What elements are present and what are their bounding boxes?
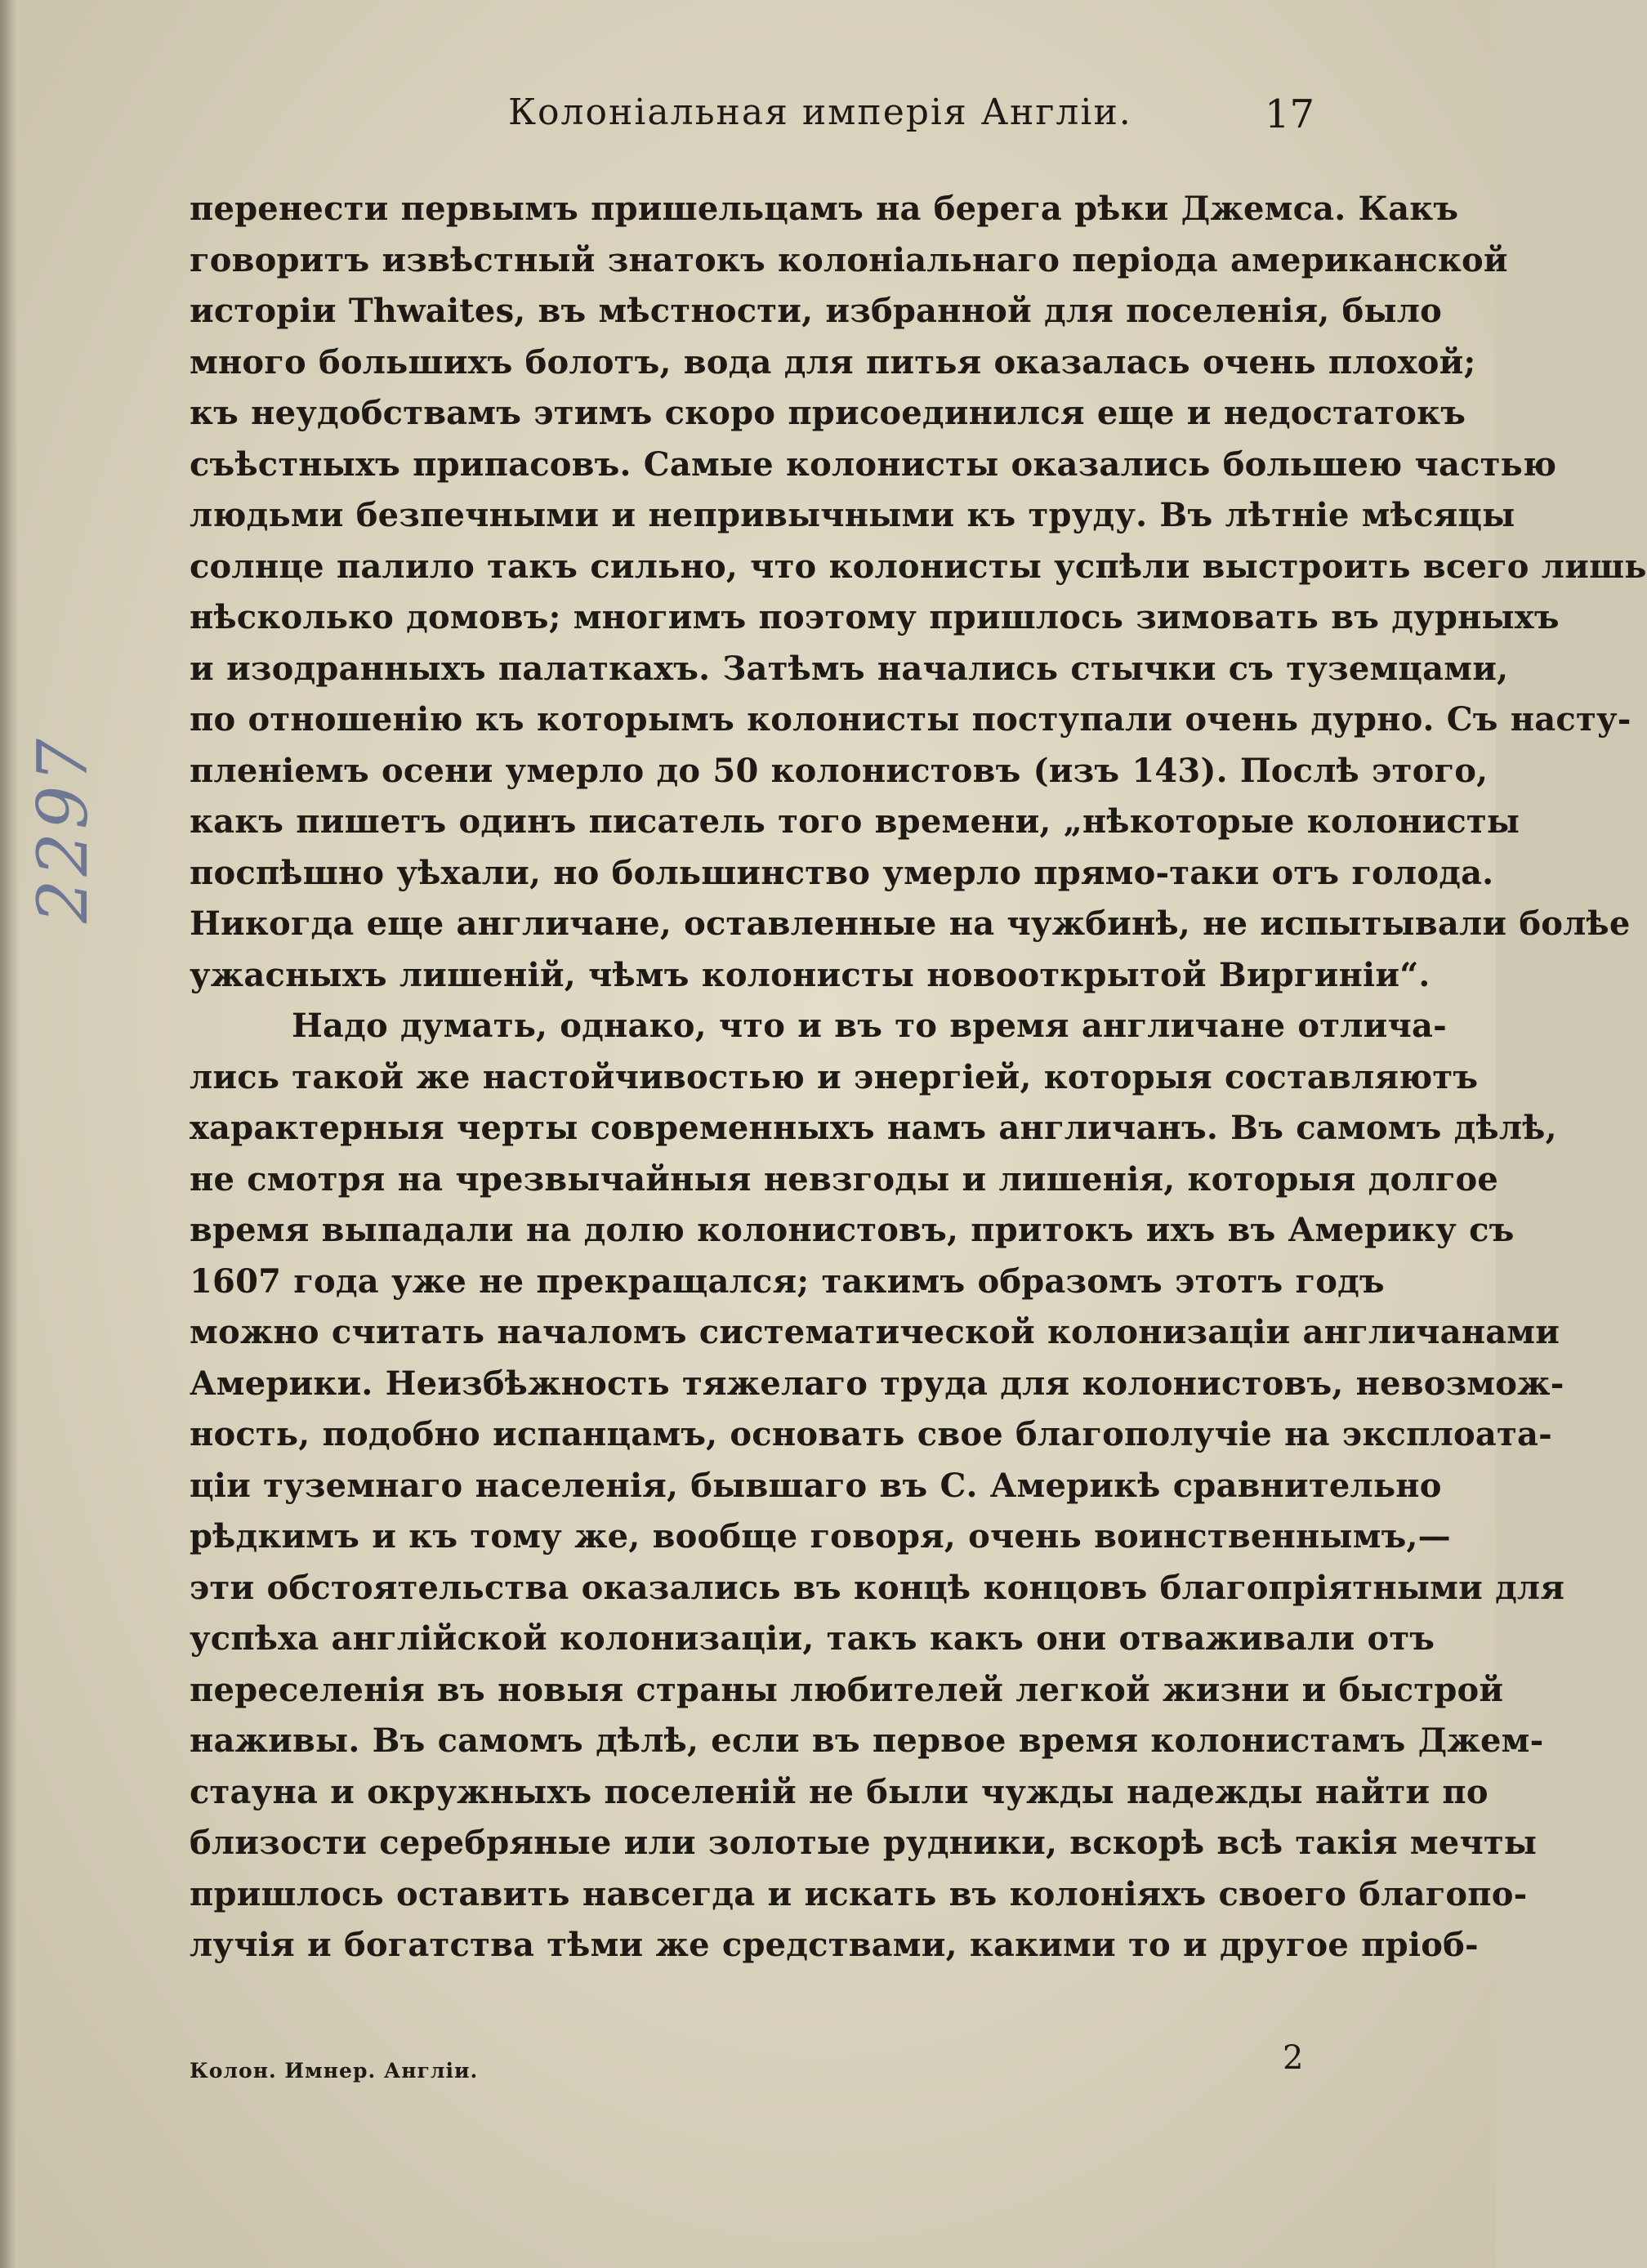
text-line: людьми безпечными и непривычными къ труду. Въ лѣтніе мѣсяцы xyxy=(190,496,1515,534)
text-line: рѣдкимъ и къ тому же, вообще говоря, очень воинственнымъ,— xyxy=(190,1517,1451,1556)
text-line: нѣсколько домовъ; многимъ поэтому пришлось зимовать въ дурныхъ xyxy=(190,598,1560,636)
body-text xyxy=(190,184,1647,1971)
text-line: время выпадали на долю колонистовъ, притокъ ихъ въ Америку съ xyxy=(190,1211,1515,1249)
text-line: близости серебряные или золотые рудники, вскорѣ всѣ такія мечты xyxy=(190,1824,1538,1862)
text-line: ность, подобно испанцамъ, основать свое благополучіе на эксплоата- xyxy=(190,1415,1552,1453)
text-line: по отношенію къ которымъ колонисты поступали очень дурно. Съ насту- xyxy=(190,700,1631,739)
text-line: Америки. Неизбѣжность тяжелаго труда для колонистовъ, невозмож- xyxy=(190,1364,1564,1403)
text-line: къ неудобствамъ этимъ скоро присоединился еще и недостатокъ xyxy=(190,394,1466,432)
text-line: лучія и богатства тѣми же средствами, какими то и другое пріоб- xyxy=(190,1926,1479,1964)
text-line: Надо думать, однако, что и въ то время англичане отлича- xyxy=(292,1007,1447,1045)
text-line: ціи туземнаго населенія, бывшаго въ С. Америкѣ сравнительно xyxy=(190,1466,1442,1505)
text-line: говоритъ извѣстный знатокъ колоніальнаго періода американской xyxy=(190,240,1508,279)
running-title: Колоніальная имперія Англіи. xyxy=(508,92,1132,133)
signature-number: 2 xyxy=(1283,2039,1304,2077)
text-line: эти обстоятельства оказались въ концѣ концовъ благопріятными для xyxy=(190,1568,1565,1607)
text-line: исторіи Thwaites, въ мѣстности, избранной для поселенія, было xyxy=(190,292,1443,330)
text-line: наживы. Въ самомъ дѣлѣ, если въ первое время колонистамъ Джем- xyxy=(190,1721,1544,1760)
text-line: Никогда еще англичане, оставленные на чужбинѣ, не испытывали болѣе xyxy=(190,904,1631,943)
text-line: какъ пишетъ одинъ писатель того времени, „нѣкоторые колонисты xyxy=(190,802,1520,841)
handwritten-margin-note: 2297 xyxy=(23,735,103,923)
text-line: не смотря на чрезвычайныя невзгоды и лишенія, которыя долгое xyxy=(190,1159,1499,1199)
running-header xyxy=(0,92,1496,141)
text-line: перенести первымъ пришельцамъ на берега рѣки Джемса. Какъ xyxy=(190,190,1459,228)
text-line: пришлось оставить навсегда и искать въ колоніяхъ своего благопо- xyxy=(190,1874,1528,1913)
signature-line: Колон. Имнер. Англіи. xyxy=(190,2059,479,2083)
text-line: можно считать началомъ систематической колонизаціи англичанами xyxy=(190,1313,1560,1351)
text-line: солнце палило такъ сильно, что колонисты успѣли выстроить всего лишь xyxy=(190,547,1647,586)
text-line: 1607 года уже не прекращался; такимъ образомъ этотъ годъ xyxy=(190,1261,1385,1301)
page-binding-edge xyxy=(0,0,18,2268)
text-line: и изодранныхъ палаткахъ. Затѣмъ начались стычки съ туземцами, xyxy=(190,649,1509,688)
text-line: стауна и окружныхъ поселеній не были чужды надежды найти по xyxy=(190,1772,1489,1811)
text-line: лись такой же настойчивостью и энергіей, которыя составляютъ xyxy=(190,1057,1479,1096)
text-line: много большихъ болотъ, вода для питья оказалась очень плохой; xyxy=(190,342,1476,382)
text-line: пленіемъ осени умерло до 50 колонистовъ (изъ 143). Послѣ этого, xyxy=(190,751,1489,790)
text-line: успѣха англійской колонизаціи, такъ какъ они отваживали отъ xyxy=(190,1619,1435,1658)
text-line: характерныя черты современныхъ намъ англичанъ. Въ самомъ дѣлѣ, xyxy=(190,1109,1557,1147)
page-number: 17 xyxy=(1265,92,1315,137)
text-line: переселенія въ новыя страны любителей легкой жизни и быстрой xyxy=(190,1670,1504,1709)
text-line: поспѣшно уѣхали, но большинство умерло прямо-таки отъ голода. xyxy=(190,853,1494,892)
text-line: ужасныхъ лишеній, чѣмъ колонисты новооткрытой Виргиніи“. xyxy=(190,955,1431,994)
text-line: съѣстныхъ припасовъ. Самые колонисты оказались большею частью xyxy=(190,444,1557,484)
